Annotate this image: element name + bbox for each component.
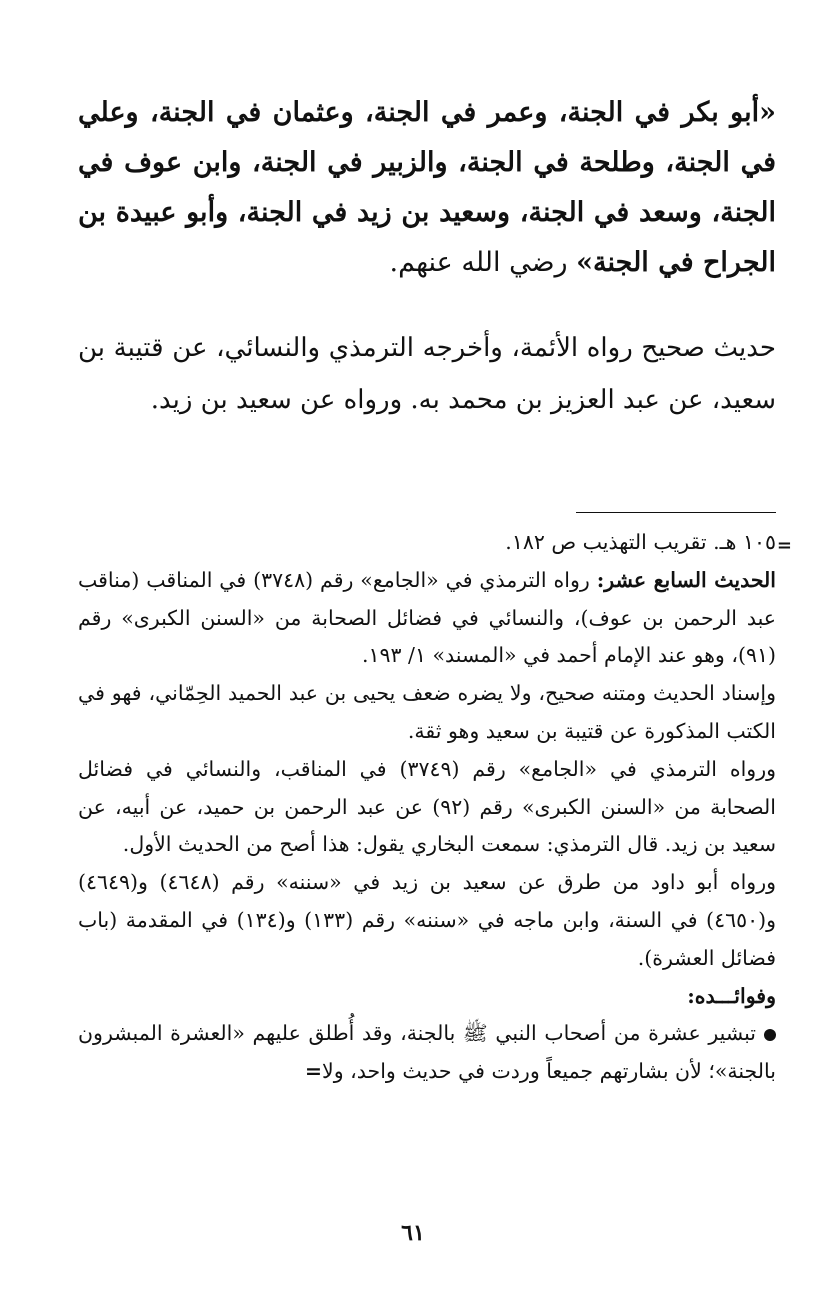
footnote-section-title: الحديث السابع عشر:: [596, 567, 777, 592]
footnote-paragraph-1-text: رواه الترمذي في «الجامع» رقم (٣٧٤٨) في المناقب (مناقب عبد الرحمن بن عوف)، والنسائي في فضائل الصحابة من «السنن الكبرى» رقم (٩١)، وهو عند الإمام أحمد في «المسند» ١/ ١٩٣.: [78, 567, 776, 668]
bullet-dot-icon: [764, 1029, 776, 1041]
benefits-heading: وفوائـــده:: [687, 983, 776, 1008]
footnote-paragraph-4: ورواه أبو داود من طرق عن سعيد بن زيد في «سننه» رقم (٤٦٤٨) و(٤٦٤٩) و(٤٦٥٠) في السنة، وابن ماجه في «سننه» رقم (١٣٣) و(١٣٤) في المقدمة (باب فضائل العشرة).: [78, 870, 777, 970]
continue-mark: =: [304, 1059, 323, 1084]
hadith-bold-text: «أبو بكر في الجنة، وعمر في الجنة، وعثمان في الجنة، وعلي في الجنة، وطلحة في الجنة، والزبير في الجنة، وابن عوف في الجنة، وسعد في الجنة، وسعيد بن زيد في الجنة، وأبو عبيدة بن الجراح في الجنة»: [78, 97, 776, 278]
footnotes: [78, 524, 776, 1091]
footnote-paragraph-1: [78, 562, 776, 675]
footnote-divider: [576, 512, 776, 513]
footnote-continuation-marker: =: [776, 535, 792, 556]
hadith-tail-text: رضي الله عنهم.: [389, 247, 577, 278]
commentary-text: حديث صحيح رواه الأئمة، وأخرجه الترمذي والنسائي، عن قتيبة بن سعيد، عن عبد العزيز بن محمد به. ورواه عن سعيد بن زيد.: [78, 333, 776, 415]
footnote-paragraph-3: ورواه الترمذي في «الجامع» رقم (٣٧٤٩) في المناقب، والنسائي في فضائل الصحابة من «السنن الكبرى» رقم (٩٢) عن عبد الرحمن بن حميد، عن أبيه، عن سعيد بن زيد. قال الترمذي: سمعت البخاري يقول: هذا أصح من الحديث الأول.: [78, 756, 776, 857]
hadith-text: [78, 88, 776, 288]
page-number: ٦١: [401, 1220, 425, 1246]
benefit-bullet-1-text: تبشير عشرة من أصحاب النبي ﷺ بالجنة، وقد أُطلق عليهم «العشرة المبشرون بالجنة»؛ لأن بشارتهم جميعاً وردت في حديث واحد، ولا: [78, 1021, 776, 1084]
footnote-carryover: ١٠٥ هـ. تقريب التهذيب ص ١٨٢.: [505, 530, 776, 554]
footnote-paragraph-2: وإسناد الحديث ومتنه صحيح، ولا يضره ضعف يحيى بن عبد الحميد الحِمّاني، فهو في الكتب المذكورة عن قتيبة بن سعيد وهو ثقة.: [78, 681, 776, 743]
benefit-bullet-1: [78, 1015, 776, 1091]
